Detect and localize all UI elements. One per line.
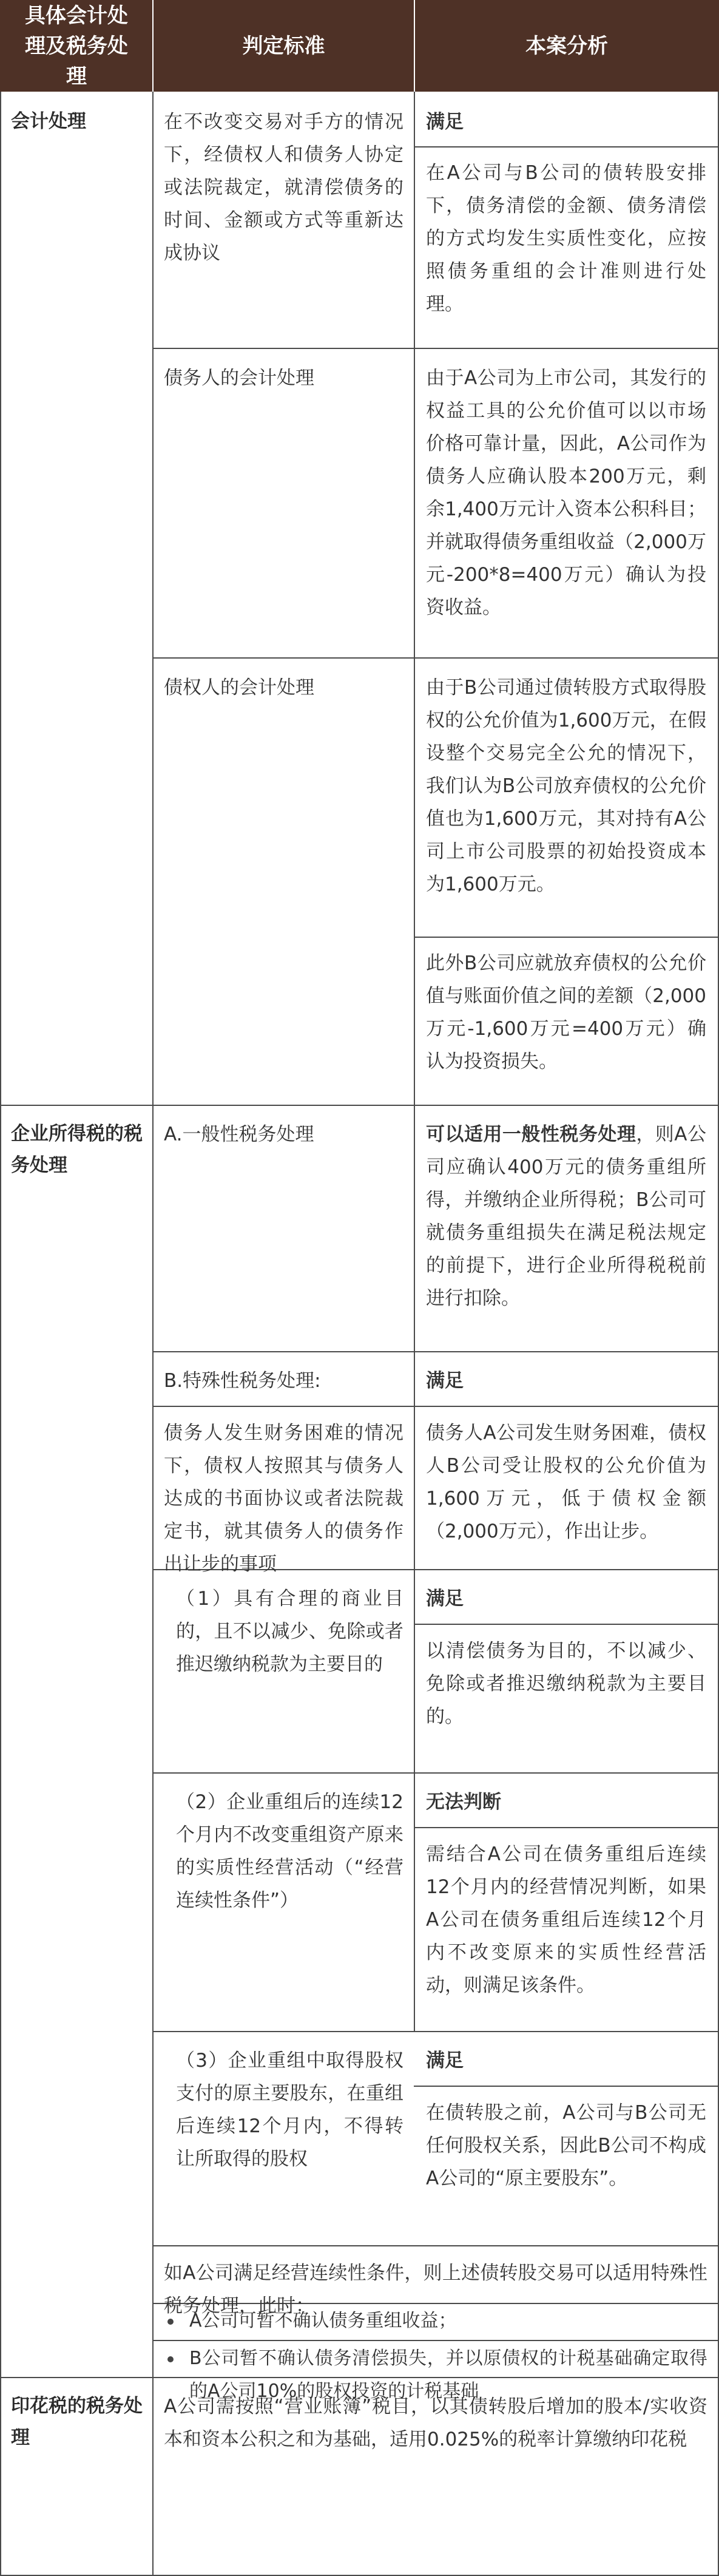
income-tax-analysis-2: 需结合A公司在债务重组后连续12个月内的经营情况判断，如果A公司在债务重组后连续12个月内不改变原来的实质性经营活动，则满足该条件。 xyxy=(426,1843,706,1996)
accounting-analysis-1: 在A公司与B公司的债转股安排下，债务清偿的金额、债务清偿的方式均发生实质性变化，应按照债务重组的会计准则进行处理。 xyxy=(426,162,706,315)
stamp-tax-analysis: A公司需按照“营业账簿”税目，以其债转股后增加的股本/实收资本和资本公积之和为基础，适用0.025%的税率计算缴纳印花税 xyxy=(164,2396,707,2450)
inner-divider xyxy=(414,146,719,147)
income-tax-analysis-special: 债务人A公司发生财务困难，债权人B公司受让股权的公允价值为1,600万元，低于债权金额（2,000万元），作出让步。 xyxy=(426,1422,706,1542)
income-tax-general-bold: 可以适用一般性税务处理 xyxy=(426,1124,636,1145)
row-divider xyxy=(152,1351,719,1352)
column-divider xyxy=(152,92,154,2576)
header-col-treatment: 具体会计处理及税务处理 xyxy=(25,3,128,89)
income-tax-criterion-general: A.一般性税务处理 xyxy=(164,1124,314,1145)
income-tax-status-special: 满足 xyxy=(426,1370,464,1392)
income-tax-criterion-1: （1）具有合理的商业目的，且不以减少、免除或者推迟缴纳税款为主要目的 xyxy=(176,1588,403,1675)
table-header xyxy=(0,0,719,92)
bullet-icon xyxy=(167,2356,174,2362)
accounting-analysis-3a: 由于B公司通过债转股方式取得股权的公允价值为1,600万元，在假设整个交易完全公允的情况下，我们认为B公司放弃债权的公允价值也为1,600万元，其对持有A公司上市公司股票的初始投资成本为1,600万元。 xyxy=(426,677,706,895)
header-col-analysis: 本案分析 xyxy=(525,33,608,58)
row-divider xyxy=(152,1772,719,1774)
income-tax-status-2: 无法判断 xyxy=(426,1791,501,1813)
income-tax-criterion-2: （2）企业重组后的连续12个月内不改变重组资产原来的实质性经营活动（“经营连续性条件”） xyxy=(176,1791,403,1911)
inner-divider xyxy=(414,937,719,938)
income-tax-analysis-1: 以清偿债务为目的，不以减少、免除或者推迟缴纳税款为主要目的。 xyxy=(426,1640,706,1727)
income-tax-analysis-3: 在债转股之前，A公司与B公司无任何股权关系，因此B公司不构成A公司的“原主要股东”。 xyxy=(426,2102,706,2189)
inner-divider xyxy=(414,1827,719,1828)
row-divider xyxy=(152,2245,719,2246)
row-divider xyxy=(152,2031,719,2032)
inner-divider xyxy=(152,2340,719,2341)
row-divider xyxy=(152,657,719,659)
accounting-analysis-2: 由于A公司为上市公司，其发行的权益工具的公允价值可以以市场价格可靠计量，因此，A公司作为债务人应确认股本200万元，剩余1,400万元计入资本公积科目；并就取得债务重组收益（2,000万元-200*8=400万元）确认为投资收益。 xyxy=(426,367,706,619)
section-accounting: 会计处理 xyxy=(11,110,86,132)
column-divider xyxy=(414,92,415,2032)
bullet-icon xyxy=(167,2319,174,2325)
income-tax-summary-intro: 如A公司满足经营连续性条件，则上述债转股交易可以适用特殊性税务处理，此时： xyxy=(164,2262,707,2317)
income-tax-criterion-special: 债务人发生财务困难的情况下，债权人按照其与债务人达成的书面协议或者法院裁定书，就其债务人的债务作出让步的事项 xyxy=(164,1422,403,1575)
accounting-criterion-2: 债务人的会计处理 xyxy=(164,367,314,389)
accounting-criterion-1: 在不改变交易对手方的情况下，经债权人和债务人协定或法院裁定，就清偿债务的时间、金额或方式等重新达成协议 xyxy=(164,111,403,264)
table-border-left xyxy=(0,92,1,2576)
income-tax-general-text: ，则A公司应确认400万元的债务重组所得，并缴纳企业所得税；B公司可就债务重组损失在满足税法规定的前提下，进行企业所得税税前进行扣除。 xyxy=(426,1124,706,1309)
income-tax-criterion-3: （3）企业重组中取得股权支付的原主要股东，在重组后连续12个月内，不得转让所取得的股权 xyxy=(176,2050,403,2170)
income-tax-summary-bullet-2: B公司暂不确认债务清偿损失，并以原债权的计税基础确定取得的A公司10%的股权投资的计税基础 xyxy=(189,2348,707,2402)
row-divider xyxy=(152,348,719,349)
section-income-tax: 企业所得税的税务处理 xyxy=(11,1123,143,1176)
inner-divider xyxy=(414,2086,719,2087)
income-tax-summary-bullet-1: A公司可暂不确认债务重组收益； xyxy=(189,2310,457,2331)
accounting-status-1: 满足 xyxy=(426,111,464,133)
accounting-criterion-3: 债权人的会计处理 xyxy=(164,677,314,699)
header-col-criteria: 判定标准 xyxy=(242,33,325,58)
income-tax-status-3: 满足 xyxy=(426,2050,464,2072)
section-divider xyxy=(0,1105,719,1106)
inner-divider xyxy=(152,1406,414,1407)
inner-divider xyxy=(414,1406,719,1407)
income-tax-analysis-general xyxy=(426,1118,706,1315)
inner-divider xyxy=(414,1624,719,1625)
income-tax-status-1: 满足 xyxy=(426,1588,464,1610)
income-tax-criterion-special-title: B.特殊性税务处理: xyxy=(164,1370,321,1392)
section-stamp-tax: 印花税的税务处理 xyxy=(11,2395,143,2449)
accounting-analysis-3b: 此外B公司应就放弃债权的公允价值与账面价值之间的差额（2,000万元-1,600万元=400万元）确认为投资损失。 xyxy=(426,952,706,1073)
